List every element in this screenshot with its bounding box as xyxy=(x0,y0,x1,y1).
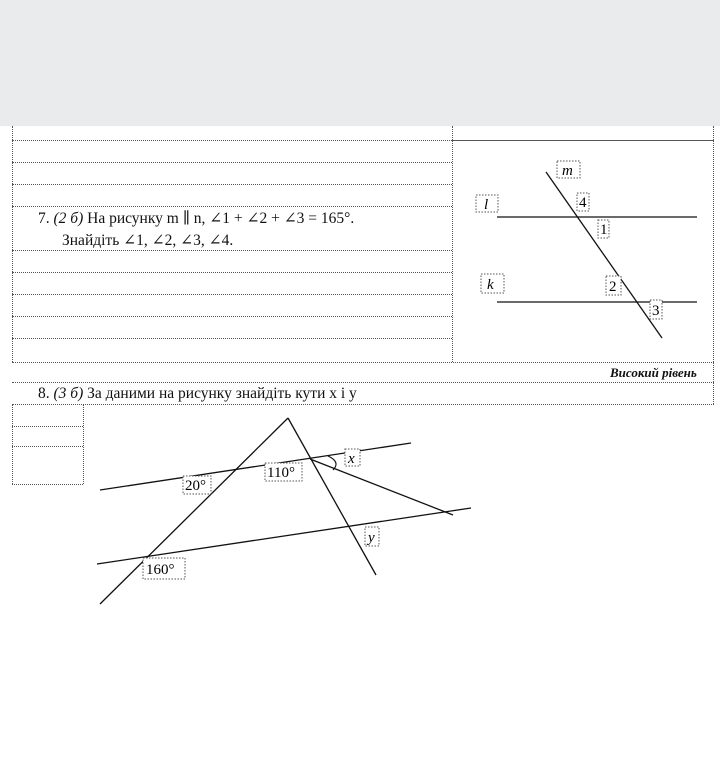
angle-3-label: 3 xyxy=(652,303,660,319)
lower-parallel-line xyxy=(97,508,471,564)
right-side-line xyxy=(288,418,376,575)
label-m: m xyxy=(562,163,573,179)
task7-statement-line2: Знайдіть ∠1, ∠2, ∠3, ∠4. xyxy=(62,232,234,249)
angle-160-label: 160° xyxy=(146,562,175,578)
left-side-line xyxy=(100,418,288,604)
angle-2-label: 2 xyxy=(609,279,617,295)
task7-number: 7. xyxy=(38,210,50,227)
task8-number: 8. xyxy=(38,385,50,402)
task8-points: (3 б) xyxy=(53,385,84,402)
angle-4-label: 4 xyxy=(579,195,587,211)
bisector-line xyxy=(310,459,453,515)
angle-y-label: y xyxy=(368,530,375,546)
label-k: k xyxy=(487,277,494,293)
angle-x-label: x xyxy=(348,451,355,467)
label-l: l xyxy=(484,197,489,213)
task7-statement-line1: На рисунку m ∥ n, ∠1 + ∠2 + ∠3 = 165°. xyxy=(87,210,355,227)
section-label: Високий рівень xyxy=(610,365,697,380)
task7-points: (2 б) xyxy=(53,210,84,227)
angle-110-label: 110° xyxy=(267,465,295,481)
angle-20-label: 20° xyxy=(185,478,206,494)
angle-1-label: 1 xyxy=(600,222,608,238)
task8-statement: За даними на рисунку знайдіть кути x і y xyxy=(87,385,357,402)
